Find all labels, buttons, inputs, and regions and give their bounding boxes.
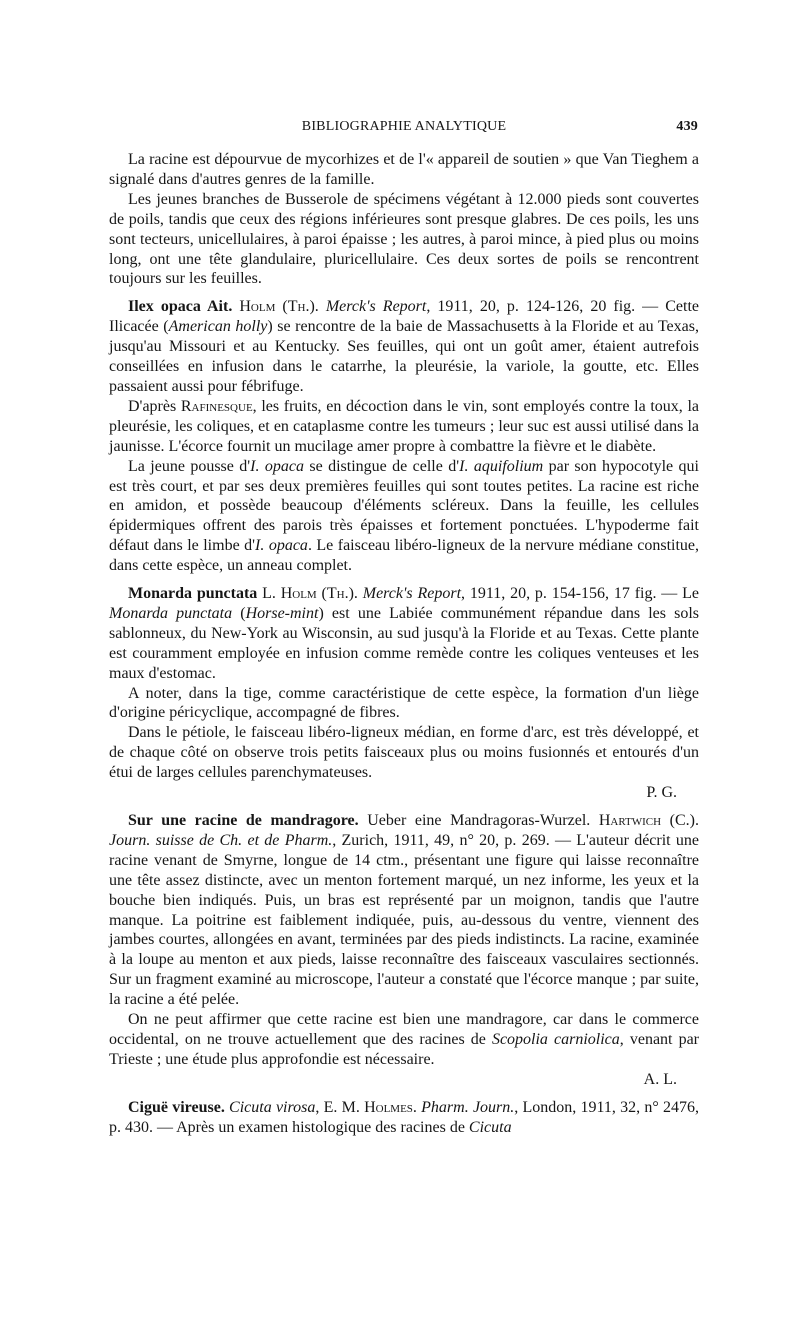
text-run: , les fruits, en décoction dans le vin, sont employés contre la toux, la pleurésie, les coliques, et en cataplasme contre les tumeurs ; leur suc est aussi utilisé dans la jaunisse. L'écorce fournit un mucilage amer propre à combattre la fièvre et le diabète. (109, 397, 700, 455)
entry-author: Holm (Th.). (239, 298, 319, 316)
running-title: BIBLIOGRAPHIE ANALYTIQUE (301, 119, 507, 134)
entry-heading: Monarda punctata (128, 585, 258, 603)
species-name: I. opaca (250, 457, 304, 475)
text-run: La jeune pousse d' (128, 457, 251, 475)
signature: P. G. (646, 784, 677, 802)
text-run: , venant par Trieste ; une étude plus approfondie est nécessaire. (109, 1030, 700, 1068)
text-run: . Le faisceau libéro-ligneux de la nervure médiane constitue, dans cette espèce, un anneau complet. (109, 537, 700, 575)
citation-text: , 1911, 20, p. 154-156, 17 fig. — Le (461, 585, 700, 603)
entry-text: , London, 1911, 32, n° 2476, p. 430. — Après un examen histologique des racines de (109, 1098, 700, 1136)
text-run: D'après (128, 397, 177, 415)
species-name: I. opaca (255, 537, 308, 555)
paragraph-petiole: Dans le pétiole, le faisceau libéro-ligneux médian, en forme d'arc, est très développé, et de chaque côté on observe trois petits faisceaux plus ou moins fusionnés et entourés d'un étui de larges cellules parenchymateuses. (109, 724, 699, 782)
paragraph-rafinesque (109, 397, 699, 457)
entry-author: Hartwich (C.). (598, 812, 699, 829)
species-name: Cicuta (468, 1118, 512, 1136)
text-run: L. (257, 585, 281, 603)
page-number: 439 (676, 119, 698, 134)
journal-title: Journ. suisse de Ch. et de Pharm. (109, 831, 333, 849)
species-name: Cicuta virosa (224, 1098, 316, 1116)
journal-title: Merck's Report (325, 298, 427, 316)
journal-title: Merck's Report (362, 585, 462, 603)
running-header (110, 119, 698, 139)
text-run: par son hypocotyle qui est très court, et par ses deux premières feuilles qui sont toutes petites. La racine est riche en amidon, et possède beaucoup d'éléments scléreux. Dans la feuille, les cellules épidermiques offrent des parois très épaisses et fortement ponctuées. L'hypoderme fait défaut dans le limbe d' (109, 457, 699, 555)
entry-text: , Zurich, 1911, 49, n° 20, p. 269. — L'auteur décrit une racine venant de Smyrne, longue de 14 ctm., présentant une figure qui laisse reconnaître une tête assez distincte, avec un menton fortement marqué, un nez informe, les yeux et la bouche bien indiqués. Puis, un bras est représenté par un moignon, tandis que l'autre manque. La poitrine est faiblement indiquée, puis, au-dessous du ventre, viennent des jambes courtes, allongées en avant, terminées par des pieds indistincts. La racine, examinée à la loupe au menton et aux pieds, laisse reconnaître des faisceaux vasculaires sectionnés. Sur un fragment examiné au microscope, l'auteur a constaté que l'écorce manque ; par suite, la racine a été pelée. (109, 831, 700, 1009)
paragraph-conclusion (109, 1010, 699, 1070)
paragraph-seedling (109, 457, 699, 576)
common-name: American holly (168, 318, 268, 336)
entry-heading: Ciguë vireuse. (128, 1098, 225, 1116)
species-name: Monarda punctata (109, 604, 233, 622)
entry-monarda (109, 584, 699, 684)
entry-mandragore (109, 811, 699, 1010)
journal-title: Pharm. Journ. (416, 1098, 515, 1116)
entry-author: Holmes. (364, 1098, 417, 1116)
article-body (109, 150, 699, 1138)
paragraph-hairs: Les jeunes branches de Busserole de spécimens végétant à 12.000 pieds sont couvertes de poils, tandis que ceux des régions inférieures sont presque glabres. De ces poils, les uns sont tecteurs, unicellulaires, à paroi épaisse ; les autres, à paroi mince, à pied plus ou moins long, ont une tête glandulaire, pluricellulaire. Ces deux sortes de poils se rencontrent toujours sur les feuilles. (109, 190, 699, 288)
text-run: se distingue de celle d' (303, 457, 460, 475)
entry-heading: Sur une racine de mandragore. (128, 812, 359, 829)
text-run: , E. M. (315, 1098, 365, 1116)
entry-heading: Ilex opaca Ait. (128, 298, 233, 316)
common-name: Horse-mint (245, 604, 319, 622)
text-run: On ne peut affirmer que cette racine est bien une mandragore, car dans le commerce occidental, on ne trouve actuellement que des racines de (109, 1011, 699, 1048)
citation-text: , 1911, 20, p. 124-126, 20 fig. — Cette Ilicacée ( (109, 298, 699, 336)
entry-author: Holm (Th.). (280, 585, 358, 603)
author-name: Rafinesque (180, 397, 253, 415)
species-name: I. aquifolium (459, 457, 544, 475)
entry-text: ) est une Labiée communément répandue dans les sols sablonneux, du New-York au Wisconsin, au sud jusqu'à la Floride et au Texas. Cette plante est couramment employée en infusion comme remède contre les coliques venteuses et les maux d'estomac. (109, 604, 699, 682)
species-name: Scopolia carniolica (491, 1030, 620, 1048)
signature: A. L. (643, 1070, 677, 1088)
paragraph-stem: A noter, dans la tige, comme caractéristique de cette espèce, la formation d'un liège d'origine péricyclique, accompagné de fibres. (109, 684, 699, 722)
entry-text: ) se rencontre de la baie de Massachusetts à la Floride et au Texas, jusqu'au Missouri et au Kentucky. Ses feuilles, qui ont un goût amer, étaient autrefois conseillées en infusion dans le catarrhe, la pleurésie, la variole, la goutte, etc. Elles passaient aussi pour fébrifuge. (109, 318, 699, 395)
paragraph-root: La racine est dépourvue de mycorhizes et de l'« appareil de soutien » que Van Tieghem a signalé dans d'autres genres de la famille. (109, 151, 699, 188)
entry-cigue (109, 1098, 699, 1138)
entry-ilex (109, 297, 699, 397)
text-run: Ueber eine Mandragoras-Wurzel. (358, 812, 599, 829)
text-run: ( (232, 604, 246, 622)
